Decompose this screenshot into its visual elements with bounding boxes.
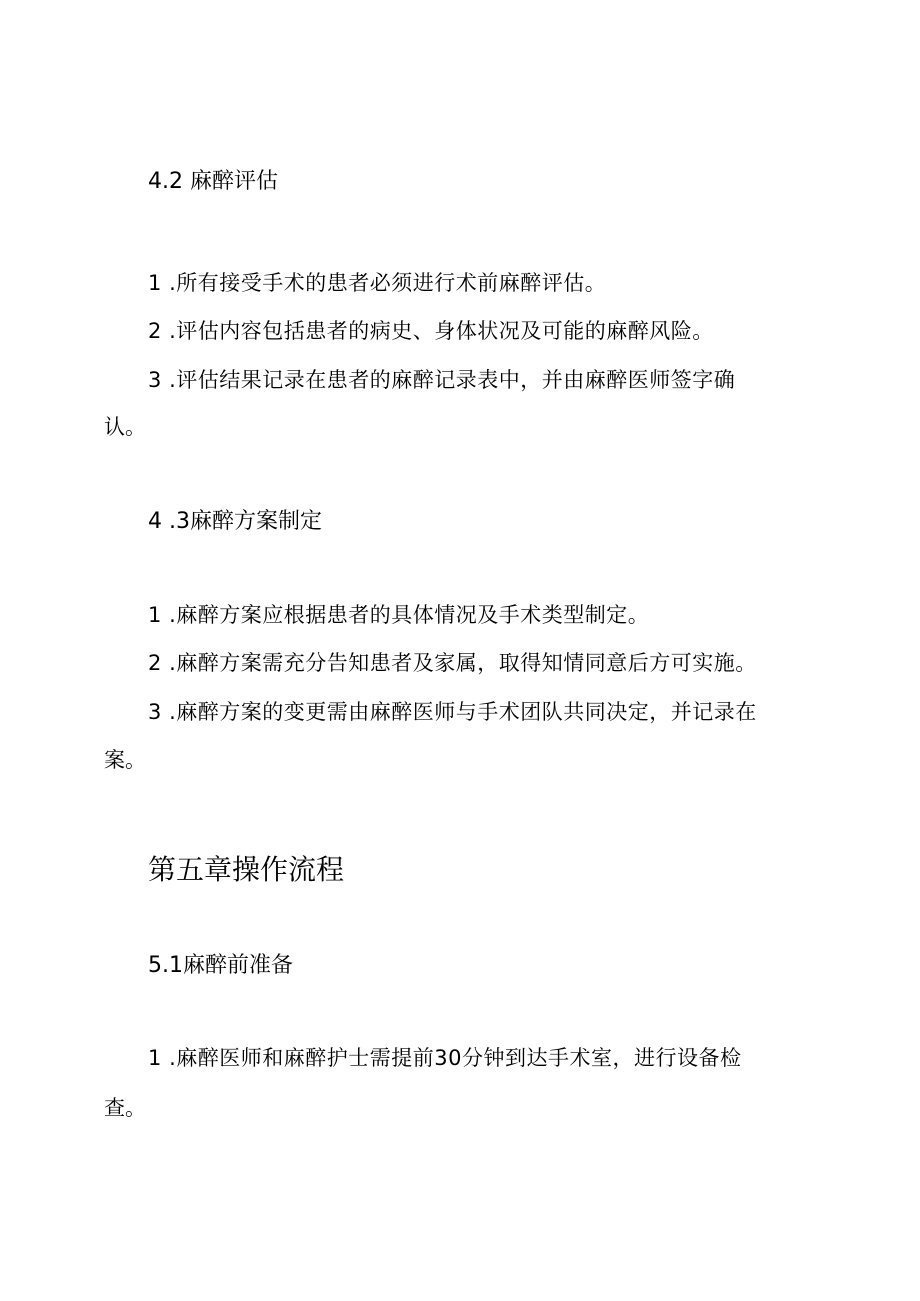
list-item-continuation: 认。 [104,415,146,439]
chapter-title: 第五章操作流程 [148,853,345,886]
list-item [148,316,714,346]
item-number: 1 [148,1046,162,1070]
section-heading-5-1: 5.1麻醉前准备 [148,953,293,978]
item-text: .麻醉方案的变更需由麻醉医师与手术团队共同决定，并记录在 [169,700,757,724]
list-item-continuation: 案。 [104,748,146,772]
item-number: 1 [148,603,162,627]
list-item [148,1043,741,1073]
list-item [148,697,757,727]
item-number: 2 [148,319,162,343]
item-text: .所有接受手术的患者必须进行术前麻醉评估。 [169,271,607,295]
item-text: .麻醉方案应根据患者的具体情况及手术类型制定。 [169,603,650,627]
item-text: .评估内容包括患者的病史、身体状况及可能的麻醉风险。 [169,319,714,343]
list-item [148,648,757,678]
section-heading-4-2: 4.2 麻醉评估 [148,169,278,194]
section-heading-4-3: 4 .3麻醉方案制定 [148,509,322,534]
item-text: .评估结果记录在患者的麻醉记录表中，并由麻醉医师签字确 [169,368,736,392]
item-number: 2 [148,651,162,675]
list-item [148,268,606,298]
list-item-continuation: 查。 [104,1096,146,1120]
list-item [148,365,735,395]
item-text: .麻醉医师和麻醉护士需提前30分钟到达手术室，进行设备检 [169,1046,742,1070]
item-number: 3 [148,700,162,724]
item-number: 1 [148,271,162,295]
item-text: .麻醉方案需充分告知患者及家属，取得知情同意后方可实施。 [169,651,757,675]
item-number: 3 [148,368,162,392]
list-item [148,600,649,630]
